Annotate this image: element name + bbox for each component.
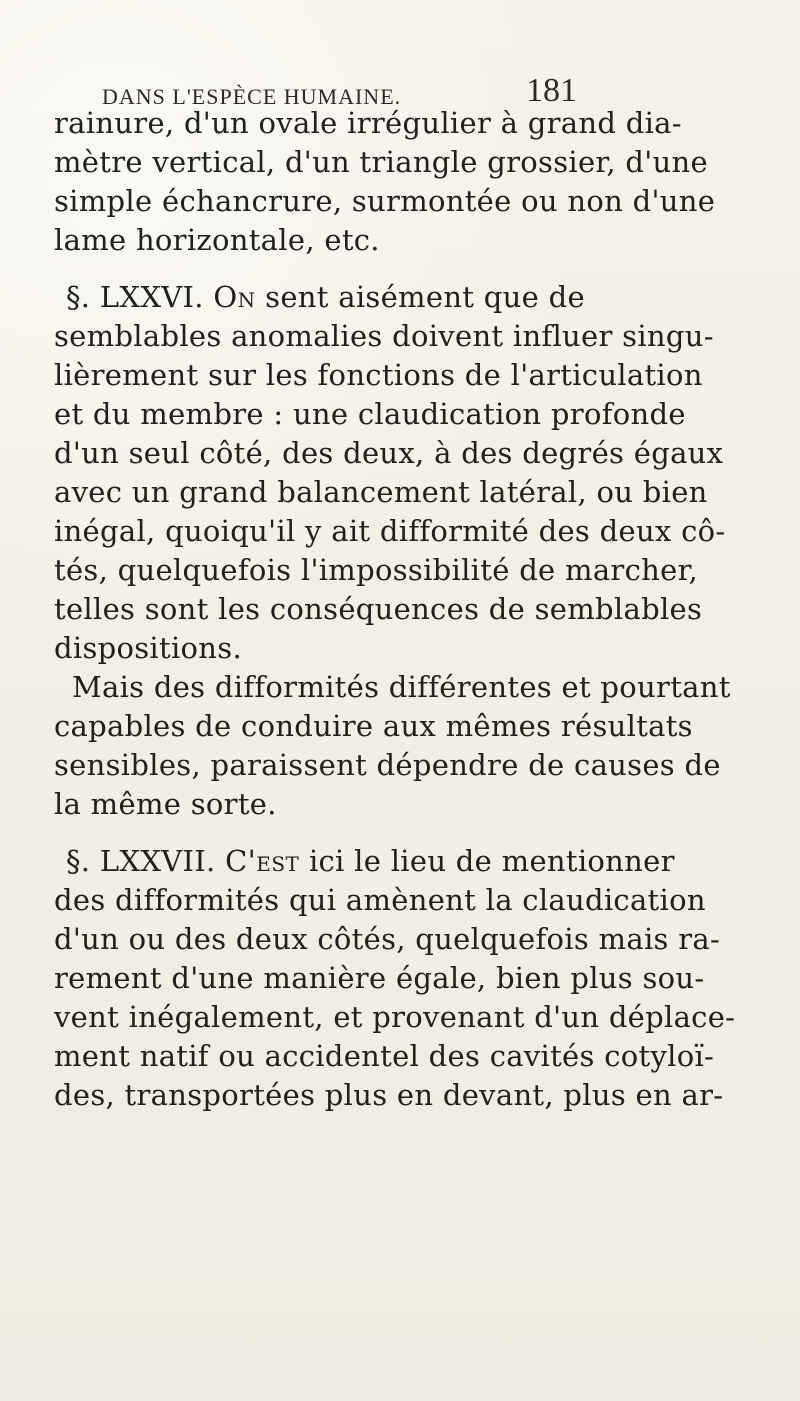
- main-text: [54, 104, 744, 1115]
- text-line: d'un ou des deux côtés, quelquefois mais ra-: [54, 922, 721, 956]
- text-line: avec un grand balancement latéral, ou bien: [54, 475, 708, 509]
- text-line: Mais des difformités différentes et pourtant: [72, 670, 731, 704]
- section-spacing: [54, 824, 744, 842]
- section-77-first-line-rest: ici le lieu de mentionner: [308, 844, 675, 878]
- text-line: des difformités qui amènent la claudication: [54, 883, 706, 917]
- text-line: d'un seul côté, des deux, à des degrés égaux: [54, 436, 724, 470]
- text-line: sensibles, paraissent dépendre de causes de: [54, 748, 721, 782]
- text-line: la même sorte.: [54, 787, 277, 821]
- page-number: 181: [526, 72, 577, 109]
- text-line: lame horizontale, etc.: [54, 223, 380, 257]
- text-line: tés, quelquefois l'impossibilité de marcher,: [54, 553, 699, 587]
- text-line: telles sont les conséquences de semblables: [54, 592, 703, 626]
- running-title: DANS L'ESPÈCE HUMAINE.: [102, 84, 402, 109]
- text-line: dispositions.: [54, 631, 242, 665]
- section-77-heading-line: [54, 842, 744, 881]
- text-line: rement d'une manière égale, bien plus sou-: [54, 961, 705, 995]
- running-header: [54, 58, 760, 109]
- section-76-lead: On: [213, 280, 256, 314]
- text-line: des, transportées plus en devant, plus en ar-: [54, 1078, 724, 1112]
- text-line: semblables anomalies doivent influer singu-: [54, 319, 714, 353]
- section-77-label: §. LXXVII.: [66, 844, 216, 878]
- text-line: lièrement sur les fonctions de l'articulation: [54, 358, 703, 392]
- text-line: vent inégalement, et provenant d'un déplace-: [54, 1000, 736, 1034]
- section-76-label: §. LXXVI.: [66, 280, 204, 314]
- section-76-first-line-rest: sent aisément que de: [265, 280, 585, 314]
- section-76-heading-line: [54, 278, 744, 317]
- text-line: inégal, quoiqu'il y ait difformité des deux cô-: [54, 514, 726, 548]
- section-spacing: [54, 260, 744, 278]
- text-line: capables de conduire aux mêmes résultats: [54, 709, 693, 743]
- text-line: rainure, d'un ovale irrégulier à grand dia-: [54, 106, 682, 140]
- text-line: mètre vertical, d'un triangle grossier, d'une: [54, 145, 708, 179]
- section-77-lead: C'est: [225, 844, 300, 878]
- text-line: ment natif ou accidentel des cavités cotyloï-: [54, 1039, 715, 1073]
- text-line: simple échancrure, surmontée ou non d'une: [54, 184, 716, 218]
- text-line: et du membre : une claudication profonde: [54, 397, 686, 431]
